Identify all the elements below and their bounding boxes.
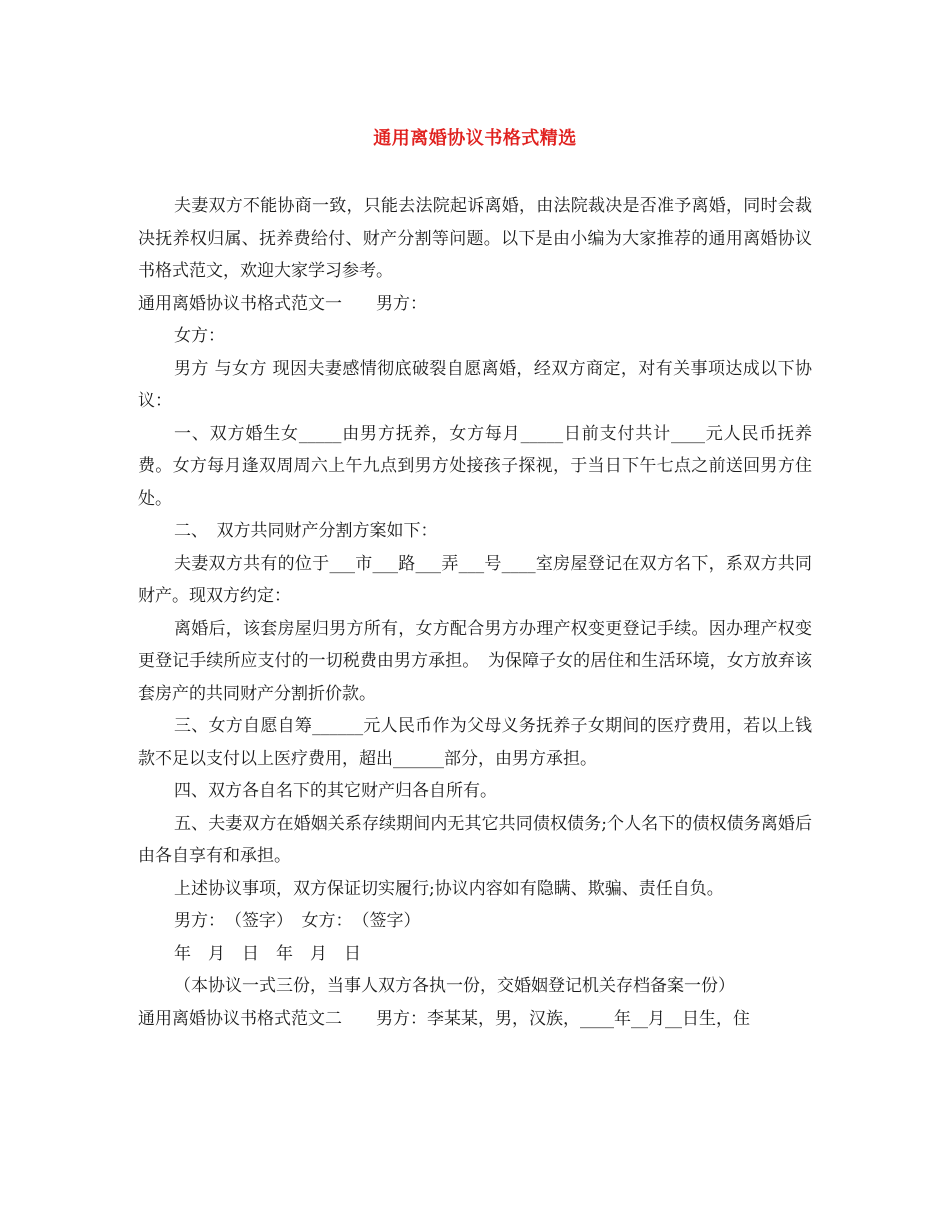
sample-one-heading: 通用离婚协议书格式范文一 男方：	[138, 293, 427, 314]
property-agreement: 离婚后，该套房屋归男方所有，女方配合男方办理产权变更登记手续。因办理产权变更登记手续所应支付的一切税费由男方承担。 为保障子女的居住和生活环境，女方放弃该套房产的共同财产分割折价款。	[138, 618, 812, 704]
clause-one: 一、双方婚生女_____由男方抚养，女方每月_____日前支付共计____元人民币抚养费。女方每月逢双周周六上午九点到男方处接孩子探视，于当日下午七点之前送回男方住处。	[138, 423, 812, 509]
clause-two-heading: 二、 双方共同财产分割方案如下：	[174, 521, 438, 541]
signature-line: 男方： （签字） 女方： （签字）	[174, 911, 421, 931]
intro-paragraph: 夫妻双方不能协商一致，只能去法院起诉离婚，由法院裁决是否准予离婚，同时会裁决抚养权归属、抚养费给付、财产分割等问题。以下是由小编为大家推荐的通用离婚协议书格式范文，欢迎大家学习参考。	[138, 196, 812, 281]
document-title: 通用离婚协议书格式精选	[373, 128, 577, 149]
copies-note: （本协议一式三份，当事人双方各执一份，交婚姻登记机关存档备案一份）	[174, 976, 735, 996]
agreement-preamble: 男方 与女方 现因夫妻感情彻底破裂自愿离婚，经双方商定，对有关事项达成以下协议：	[138, 358, 812, 411]
performance-statement: 上述协议事项，双方保证切实履行;协议内容如有隐瞒、欺骗、责任自负。	[174, 878, 724, 899]
sample-two-heading: 通用离婚协议书格式范文二 男方：李某某，男，汉族，____年__月__日生，住	[138, 1008, 750, 1029]
property-description: 夫妻双方共有的位于___市___路___弄___号____室房屋登记在双方名下，系双方共同财产。现双方约定：	[138, 553, 812, 606]
clause-four: 四、双方各自名下的其它财产归各自所有。	[174, 781, 497, 801]
female-party-line: 女方：	[174, 326, 225, 346]
clause-five: 五、夫妻双方在婚姻关系存续期间内无其它共同债权债务;个人名下的债权债务离婚后由各自享有和承担。	[138, 813, 812, 866]
date-line: 年 月 日 年 月 日	[174, 943, 361, 964]
clause-three: 三、女方自愿自筹______元人民币作为父母义务抚养子女期间的医疗费用，若以上钱款不足以支付以上医疗费用，超出______部分，由男方承担。	[138, 716, 812, 769]
document-body	[138, 190, 812, 1035]
